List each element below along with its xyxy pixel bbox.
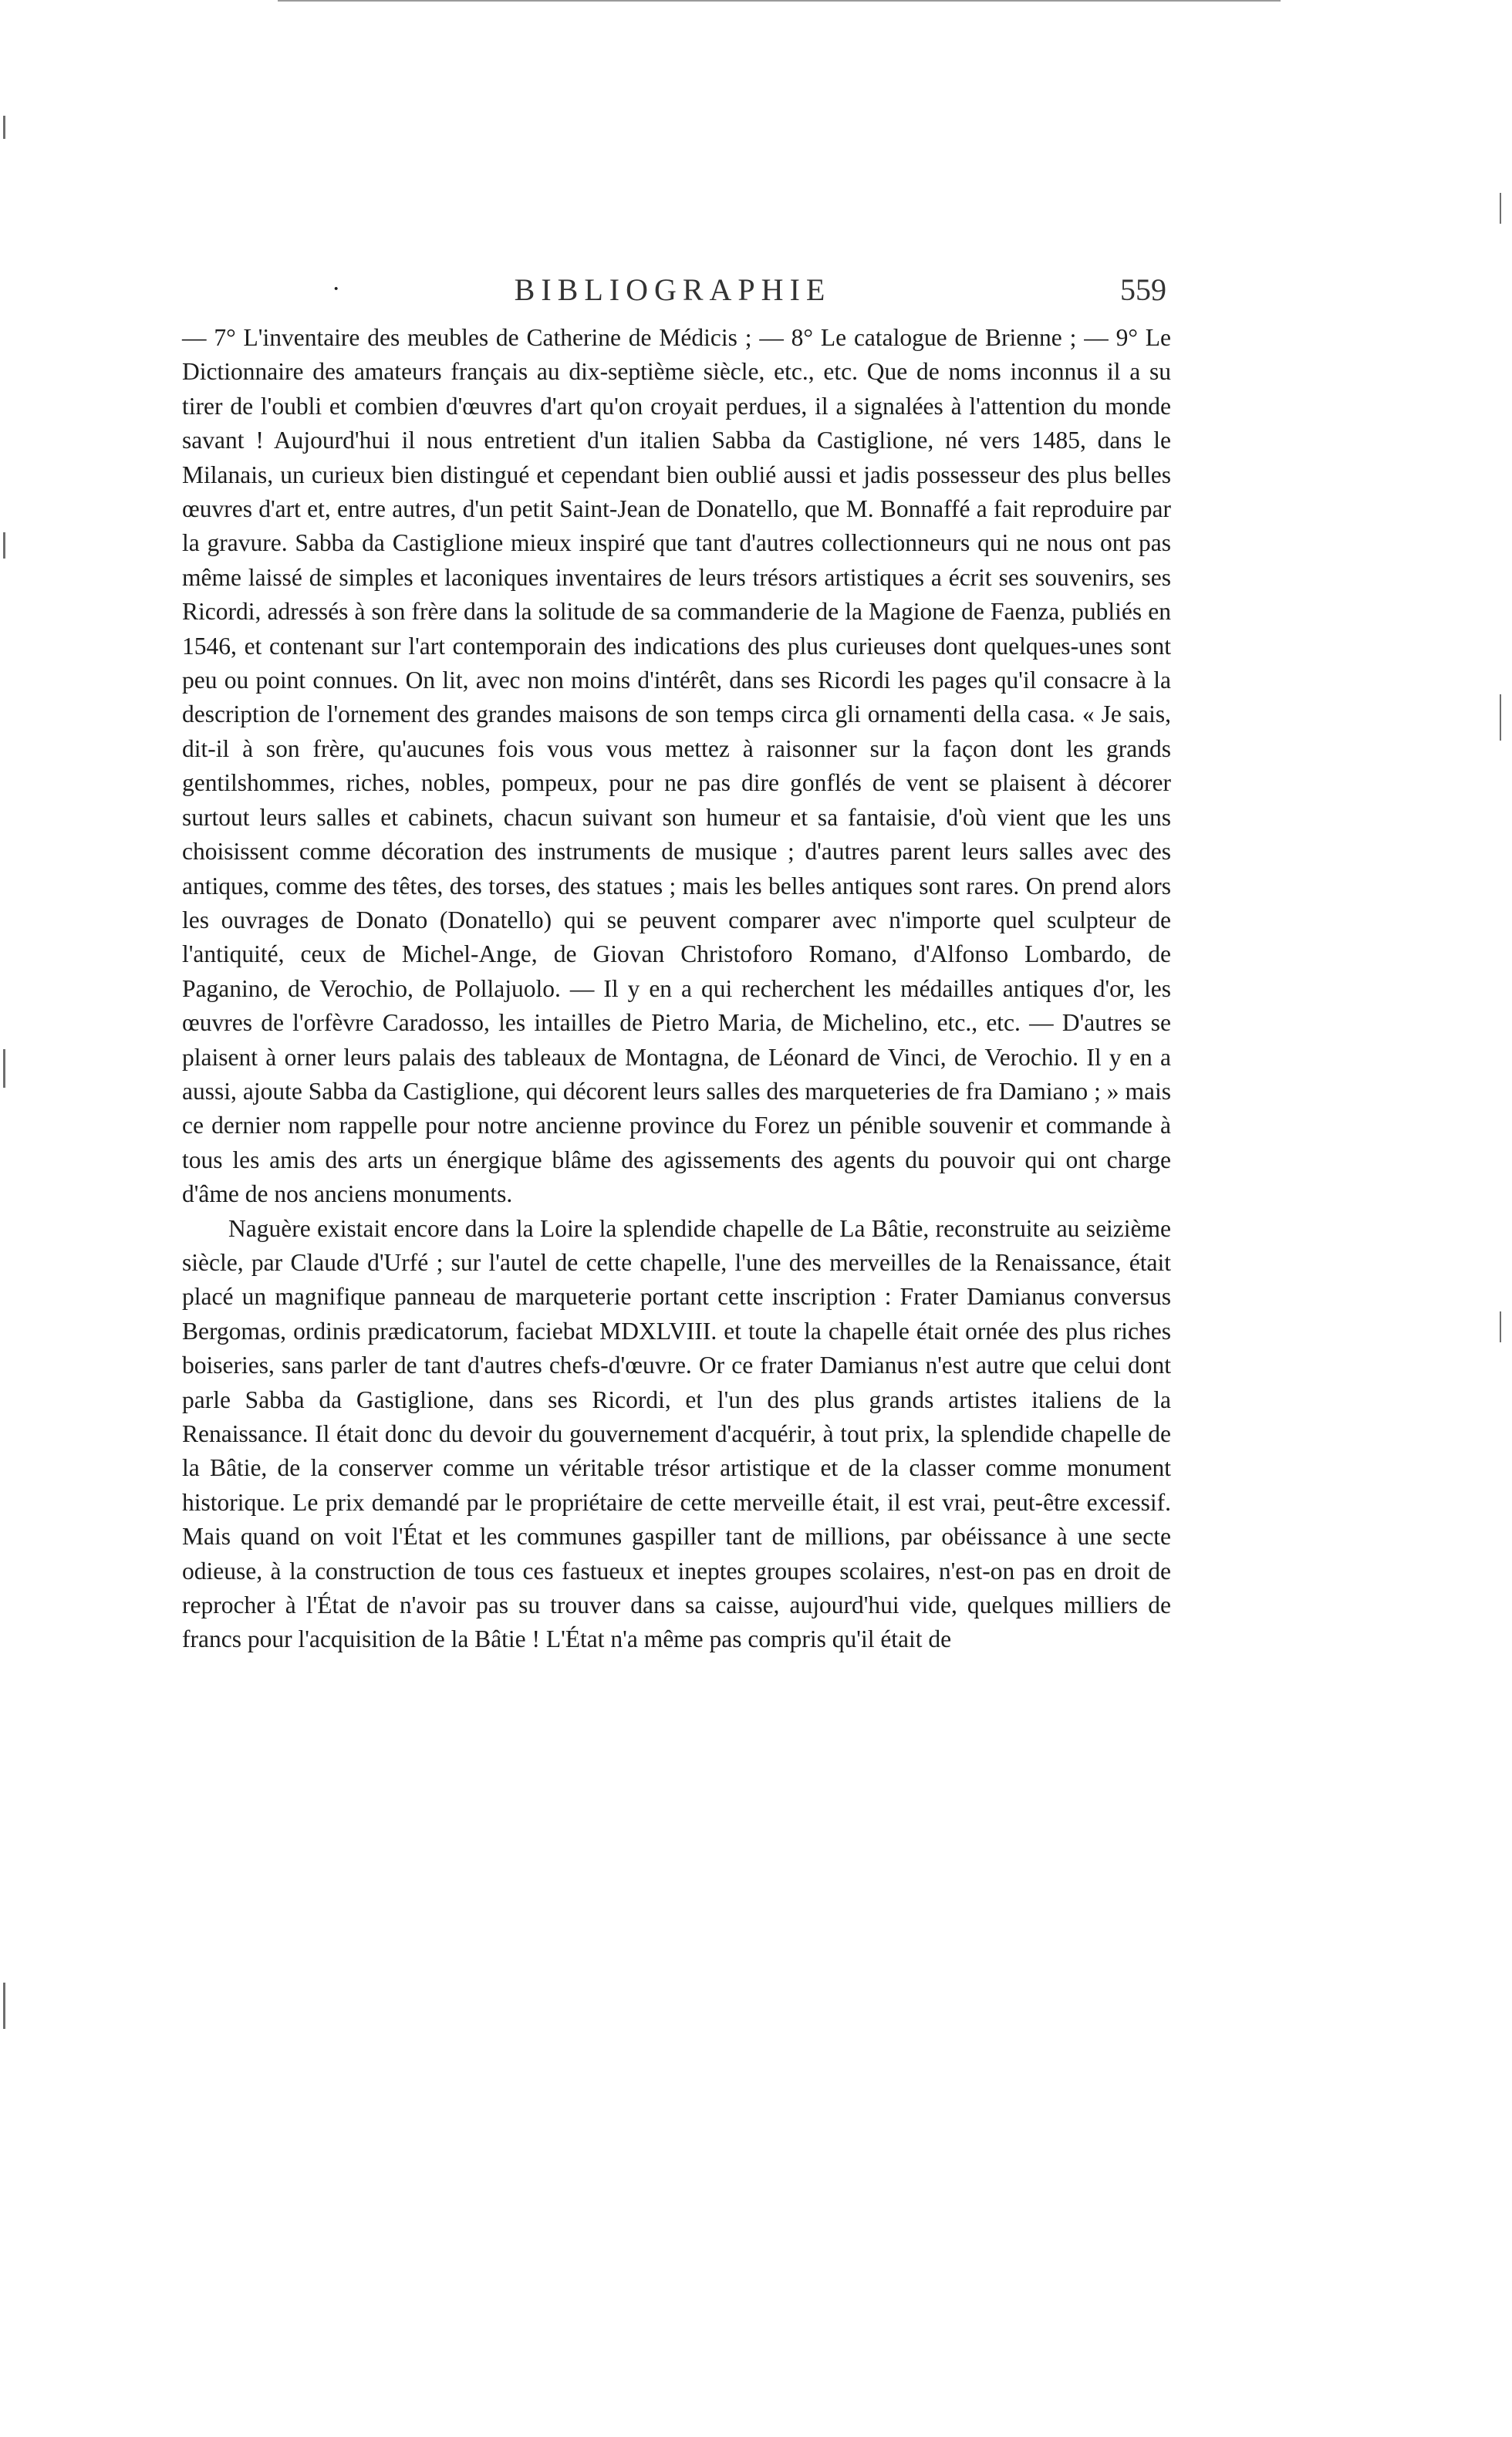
running-title: BIBLIOGRAPHIE (514, 272, 832, 307)
scan-edge-mark (1500, 1311, 1501, 1342)
paragraph: — 7° L'inventaire des meubles de Catherine de Médicis ; — 8° Le catalogue de Brienne ; — 9° Le Dictionnaire des amateurs français au dix-septième siècle, etc., etc. Que de noms inconnus il a su tirer de l'oubli et combien d'œuvres d'art qu'on croyait perdues, il a signalées à l'attention du monde savant ! Aujourd'hui il nous entretient d'un italien Sabba da Castiglione, né vers 1485, dans le Milanais, un curieux bien distingué et cependant bien oublié aussi et jadis possesseur des plus belles œuvres d'art et, entre autres, d'un petit Saint-Jean de Donatello, que M. Bonnaffé a fait reproduire par la gravure. Sabba da Castiglione mieux inspiré que tant d'autres collectionneurs qui ne nous ont pas même laissé de simples et laconiques inventaires de leurs trésors artistiques a écrit ses souvenirs, ses Ricordi, adressés à son frère dans la solitude de sa commanderie de la Magione de Faenza, publiés en 1546, et contenant sur l'art contemporain des indications des plus curieuses dont quelques-unes sont peu ou point connues. On lit, avec non moins d'intérêt, dans ses Ricordi les pages qu'il consacre à la description de l'ornement des grandes maisons de son temps circa gli ornamenti della casa. « Je sais, dit-il à son frère, qu'aucunes fois vous vous mettez à raisonner sur la façon dont les grands gentilshommes, riches, nobles, pompeux, pour ne pas dire gonflés de vent se plaisent à décorer surtout leurs salles et cabinets, chacun suivant son humeur et sa fantaisie, d'où vient que les uns choisissent comme décoration des instruments de musique ; d'autres parent leurs salles avec des antiques, comme des têtes, des torses, des statues ; mais les belles antiques sont rares. On prend alors les ouvrages de Donato (Donatello) qui se peuvent comparer avec n'importe quel sculpteur de l'antiquité, ceux de Michel-Ange, de Giovan Christoforo Romano, d'Alfonso Lombardo, de Paganino, de Verochio, de Pollajuolo. — Il y en a qui recherchent les médailles antiques d'or, les œuvres de l'orfèvre Caradosso, les intailles de Pietro Maria, de Michelino, etc., etc. — D'autres se plaisent à orner leurs palais des tableaux de Montagna, de Léonard de Vinci, de Verochio. Il y en a aussi, ajoute Sabba da Castiglione, qui décorent leurs salles des marqueteries de fra Damiano ; » mais ce dernier nom rappelle pour notre ancienne province du Forez un pénible souvenir et commande à tous les amis des arts un énergique blâme des agissements des agents du pouvoir qui ont charge d'âme de nos anciens monuments. (182, 324, 1171, 1208)
body-text (182, 321, 1171, 1657)
scan-edge-mark (1500, 694, 1501, 741)
running-head (179, 272, 1166, 318)
scan-top-edge (278, 0, 1281, 2)
page-number: 559 (1120, 272, 1166, 307)
scan-edge-mark (3, 116, 5, 139)
scan-edge-mark (3, 1049, 5, 1088)
scan-edge-mark (3, 532, 5, 559)
header-dot: · (332, 275, 341, 303)
scan-edge-mark (3, 1983, 5, 2029)
scan-edge-mark (1500, 193, 1501, 224)
paragraph: Naguère existait encore dans la Loire la splendide chapelle de La Bâtie, reconstruite au seizième siècle, par Claude d'Urfé ; sur l'autel de cette chapelle, l'une des merveilles de la Renaissance, était placé un magnifique panneau de marqueterie portant cette inscription : Frater Damianus conversus Bergomas, ordinis prædicatorum, faciebat MDXLVIII. et toute la chapelle était ornée des plus riches boiseries, sans parler de tant d'autres chefs-d'œuvre. Or ce frater Damianus n'est autre que celui dont parle Sabba da Gastiglione, dans ses Ricordi, et l'un des plus grands artistes italiens de la Renaissance. Il était donc du devoir du gouvernement d'acquérir, à tout prix, la splendide chapelle de la Bâtie, de la conserver comme un véritable trésor artistique et de la classer comme monument historique. Le prix demandé par le propriétaire de cette merveille était, il est vrai, peut-être excessif. Mais quand on voit l'État et les communes gaspiller tant de millions, par obéissance à une secte odieuse, à la construction de tous ces fastueux et ineptes groupes scolaires, n'est-on pas en droit de reprocher à l'État de n'avoir pas su trouver dans sa caisse, aujourd'hui vide, quelques milliers de francs pour l'acquisition de la Bâtie ! L'État n'a même pas compris qu'il était de (182, 1214, 1171, 1653)
